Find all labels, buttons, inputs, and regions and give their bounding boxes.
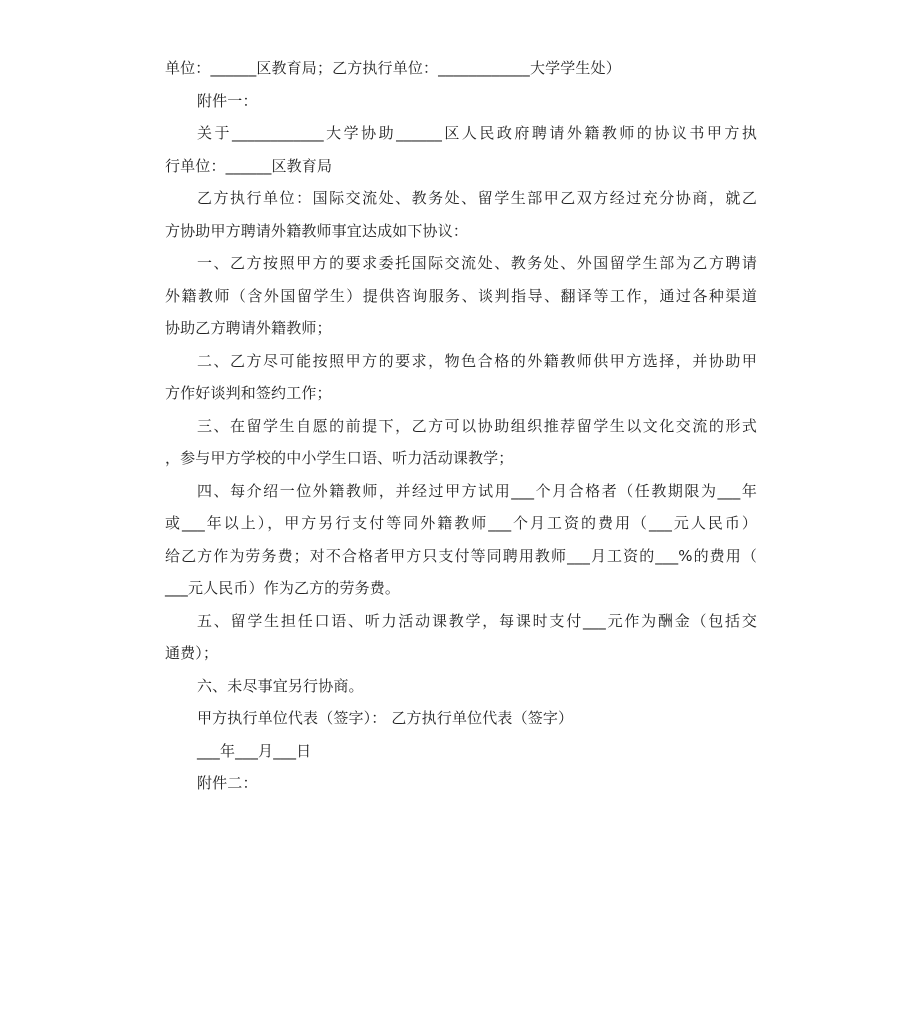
text-line: 附件一： [197, 91, 258, 110]
text-line: ，参与甲方学校的中小学生口语、听力活动课教学； [165, 449, 514, 467]
text-line: 单位：______区教育局；乙方执行单位：____________大学学生处） [165, 59, 621, 77]
text-line: 附件二： [197, 774, 258, 792]
text-line: 外籍教师（含外国留学生）提供咨询服务、谈判指导、翻译等工作，通过各种渠道 [165, 286, 757, 305]
text-line: 三、在留学生自愿的前提下，乙方可以协助组织推荐留学生以文化交流的形式 [197, 416, 757, 435]
text-line: 六、未尽事宜另行协商。 [197, 676, 364, 695]
text-line: ___元人民币）作为乙方的劳务费。 [165, 579, 401, 597]
text-line: 一、乙方按照甲方的要求委托国际交流处、教务处、外国留学生部为乙方聘请 [197, 254, 757, 272]
text-line: 行单位：______区教育局 [165, 156, 333, 175]
text-line: 或___年以上），甲方另行支付等同外籍教师___个月工资的费用（___元人民币） [165, 514, 757, 532]
text-line: 协助乙方聘请外籍教师； [165, 319, 332, 337]
text-line: 甲方执行单位代表（签字）： 乙方执行单位代表（签字） [197, 709, 574, 727]
text-line: 五、留学生担任口语、听力活动课教学，每课时支付___元作为酬金（包括交 [197, 611, 757, 630]
text-line: 乙方执行单位：国际交流处、教务处、留学生部甲乙双方经过充分协商，就乙 [197, 189, 757, 207]
text-line: 通费）； [165, 644, 219, 662]
document-body [165, 52, 757, 800]
text-line: 二、乙方尽可能按照甲方的要求，物色合格的外籍教师供甲方选择，并协助甲 [197, 351, 757, 370]
text-line: 四、每介绍一位外籍教师，并经过甲方试用___个月合格者（任教期限为___年 [197, 481, 757, 500]
text-line: 方作好谈判和签约工作； [165, 384, 332, 402]
text-line: 关于____________大学协助______区人民政府聘请外籍教师的协议书甲方执 [197, 124, 757, 142]
text-line: 给乙方作为劳务费；对不合格者甲方只支付等同聘用教师___月工资的___%的费用（ [165, 546, 757, 565]
document-page [165, 52, 757, 800]
text-line: ___年___月___日 [197, 741, 312, 760]
text-line: 方协助甲方聘请外籍教师事宜达成如下协议： [165, 221, 469, 240]
